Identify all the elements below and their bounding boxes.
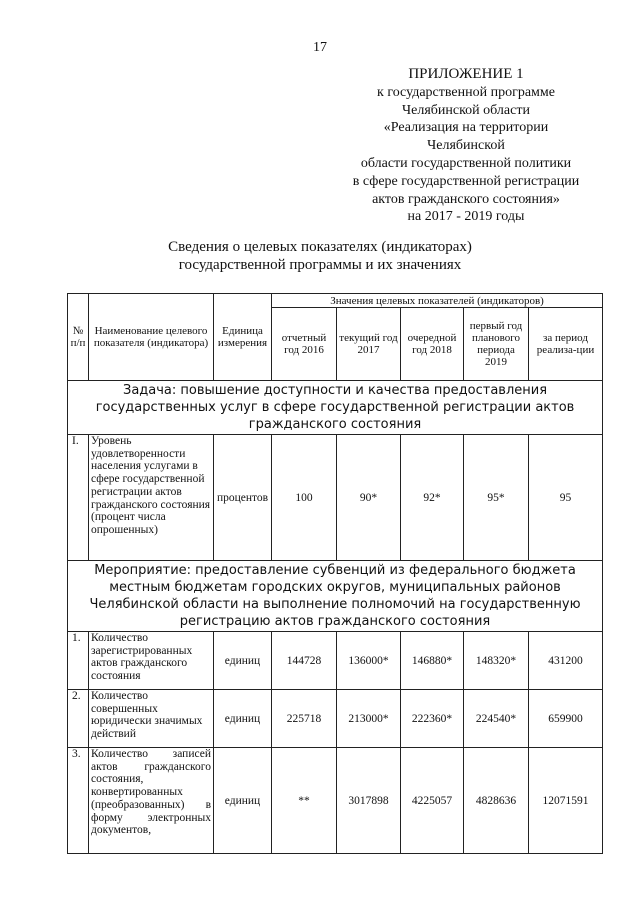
row-unit: единиц <box>214 748 272 854</box>
row-total: 431200 <box>529 632 603 690</box>
row-2017: 3017898 <box>337 748 401 854</box>
row-2016: ** <box>272 748 337 854</box>
table-row <box>68 690 603 748</box>
row-2019: 95* <box>464 435 529 561</box>
table-row <box>68 748 603 854</box>
row-2018: 146880* <box>401 632 464 690</box>
row-total: 12071591 <box>529 748 603 854</box>
header-2019: первый год планового периода 2019 <box>464 308 529 381</box>
row-2018: 92* <box>401 435 464 561</box>
row-2016: 144728 <box>272 632 337 690</box>
row-unit: единиц <box>214 690 272 748</box>
row-name: Количество зарегистрированных актов гражданского состояния <box>89 632 214 690</box>
row-total: 659900 <box>529 690 603 748</box>
row-name: Количество совершенных юридически значимых действий <box>89 690 214 748</box>
row-total: 95 <box>529 435 603 561</box>
row-number: I. <box>68 435 89 561</box>
row-unit: процентов <box>214 435 272 561</box>
table-row <box>68 632 603 690</box>
appendix-line: актов гражданского состояния» <box>372 191 560 207</box>
row-2019: 224540* <box>464 690 529 748</box>
header-number: № п/п <box>68 294 89 381</box>
page-number: 17 <box>313 40 327 55</box>
appendix-line: «Реализация на территории <box>383 120 549 136</box>
row-unit: единиц <box>214 632 272 690</box>
measure-heading: Мероприятие: предоставление субвенций из федерального бюджета местным бюджетам городских округов, муниципальных районов Челябинской области на выполнение полномочий на государственную регистрацию актов гражданского состояния <box>68 561 603 632</box>
header-values-group: Значения целевых показателей (индикаторов) <box>272 294 603 308</box>
header-total: за период реализа-ции <box>529 308 603 381</box>
header-name: Наименование целевого показателя (индикатора) <box>89 294 214 381</box>
header-2018: очередной год 2018 <box>401 308 464 381</box>
appendix-line: Челябинской <box>427 138 505 154</box>
row-2017: 90* <box>337 435 401 561</box>
appendix-line: в сфере государственной регистрации <box>352 173 580 189</box>
row-number: 3. <box>68 748 89 854</box>
appendix-line: Челябинской области <box>402 102 530 118</box>
row-name: Уровень удовлетворенности населения услугами в сфере государственной регистрации актов гражданского состояния (процент числа опрошенных) <box>89 435 214 561</box>
row-2017: 136000* <box>337 632 401 690</box>
row-2016: 225718 <box>272 690 337 748</box>
document-title-line: государственной программы и их значениях <box>178 257 462 273</box>
row-number: 2. <box>68 690 89 748</box>
row-name: Количество записей актов гражданского состояния, конвертированных (преобразованных) в форму электронных документов, <box>89 748 214 854</box>
task-heading: Задача: повышение доступности и качества предоставления государственных услуг в сфере государственной регистрации актов гражданского состояния <box>68 381 603 435</box>
row-number: 1. <box>68 632 89 690</box>
header-2016: отчетный год 2016 <box>272 308 337 381</box>
row-2019: 148320* <box>464 632 529 690</box>
row-2018: 222360* <box>401 690 464 748</box>
header-2017: текущий год 2017 <box>337 308 401 381</box>
document-title-line: Сведения о целевых показателях (индикаторах) <box>168 239 472 255</box>
row-2017: 213000* <box>337 690 401 748</box>
document-title <box>60 238 580 274</box>
table-row <box>68 435 603 561</box>
row-2018: 4225057 <box>401 748 464 854</box>
appendix-heading: ПРИЛОЖЕНИЕ 1 <box>408 66 524 82</box>
row-2016: 100 <box>272 435 337 561</box>
appendix-line: области государственной политики <box>360 155 572 171</box>
row-2019: 4828636 <box>464 748 529 854</box>
appendix-line: к государственной программе <box>377 84 555 100</box>
appendix-block <box>310 66 622 226</box>
appendix-line: на 2017 - 2019 годы <box>407 209 525 225</box>
header-unit: Единица измерения <box>214 294 272 381</box>
indicators-table <box>67 293 603 854</box>
